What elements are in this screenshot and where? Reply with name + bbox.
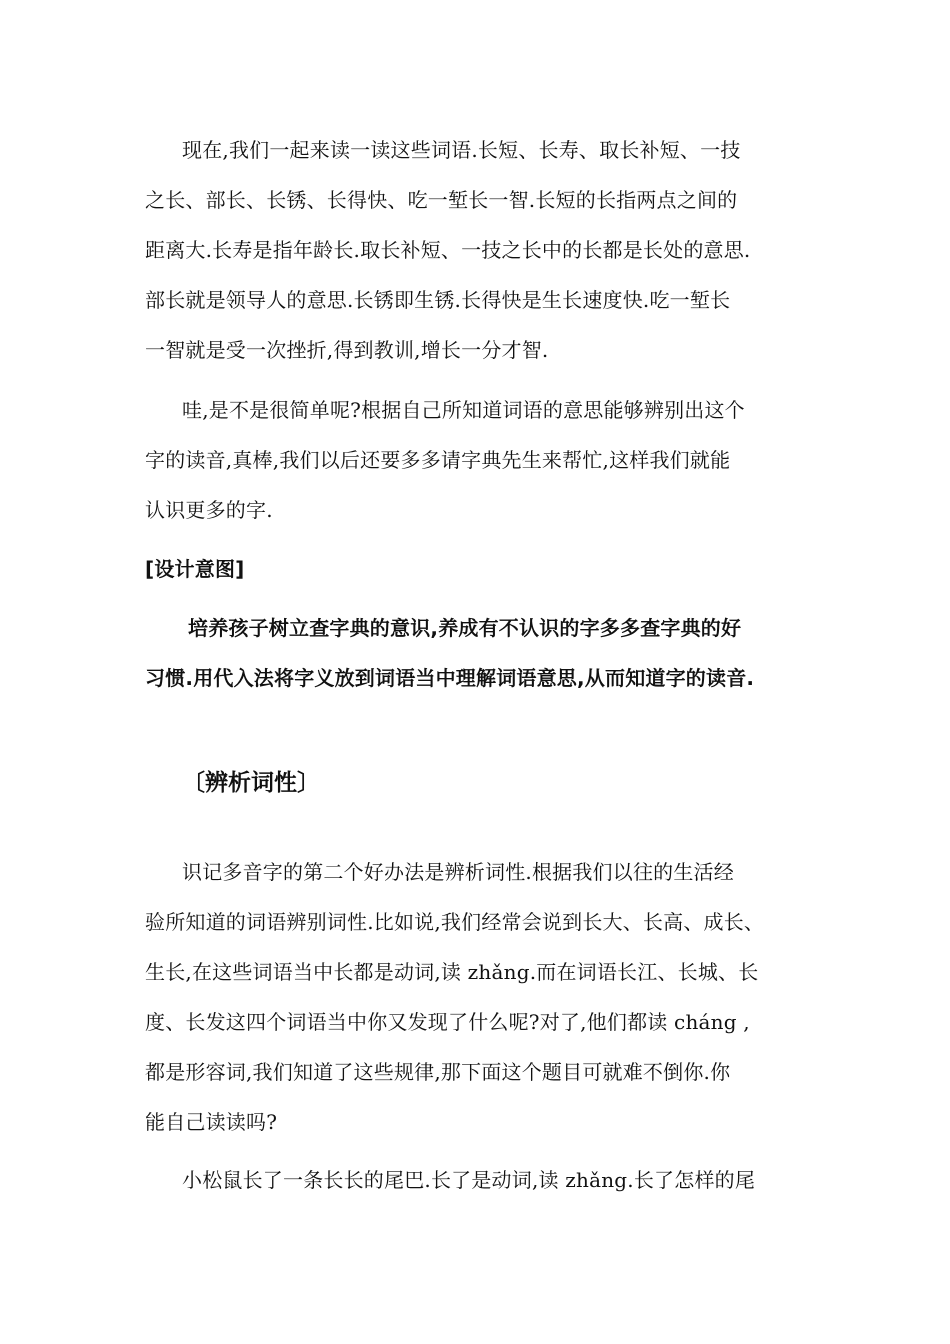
paragraph-3-line-4: 度、长发这四个词语当中你又发现了什么呢?对了,他们都读 cháng , (145, 1010, 750, 1034)
paragraph-3-line-2: 验所知道的词语辨别词性.比如说,我们经常会说到长大、长高、成长、 (145, 910, 765, 934)
paragraph-2-line-3: 认识更多的字. (145, 498, 273, 522)
paragraph-2-line-2: 字的读音,真棒,我们以后还要多多请字典先生来帮忙,这样我们就能 (145, 448, 731, 472)
paragraph-1-line-2: 之长、部长、长锈、长得快、吃一堑长一智.长短的长指两点之间的 (145, 188, 738, 212)
section-heading: 〔辨析词性〕 (182, 770, 320, 796)
design-intent-line-2: 习惯.用代入法将字义放到词语当中理解词语意思,从而知道字的读音. (145, 666, 755, 690)
paragraph-2-line-1: 哇,是不是很简单呢?根据自己所知道词语的意思能够辨别出这个 (182, 398, 745, 422)
paragraph-1-line-3: 距离大.长寿是指年龄长.取长补短、一技之长中的长都是长处的意思. (145, 238, 751, 262)
paragraph-3-line-3: 生长,在这些词语当中长都是动词,读 zhǎng.而在词语长江、长城、长 (145, 960, 759, 984)
paragraph-3-line-5: 都是形容词,我们知道了这些规律,那下面这个题目可就难不倒你.你 (145, 1060, 731, 1084)
design-intent-line-1: 培养孩子树立查字典的意识,养成有不认识的字多多查字典的好 (188, 616, 742, 640)
paragraph-3-line-1: 识记多音字的第二个好办法是辨析词性.根据我们以往的生活经 (182, 860, 734, 884)
paragraph-4-line-1: 小松鼠长了一条长长的尾巴.长了是动词,读 zhǎng.长了怎样的尾 (182, 1168, 756, 1192)
paragraph-3-line-6: 能自己读读吗? (145, 1110, 278, 1134)
paragraph-1-line-1: 现在,我们一起来读一读这些词语.长短、长寿、取长补短、一技 (182, 138, 741, 162)
design-intent-label: [设计意图] (145, 557, 245, 581)
paragraph-1-line-5: 一智就是受一次挫折,得到教训,增长一分才智. (145, 338, 549, 362)
paragraph-1-line-4: 部长就是领导人的意思.长锈即生锈.长得快是生长速度快.吃一堑长 (145, 288, 731, 312)
